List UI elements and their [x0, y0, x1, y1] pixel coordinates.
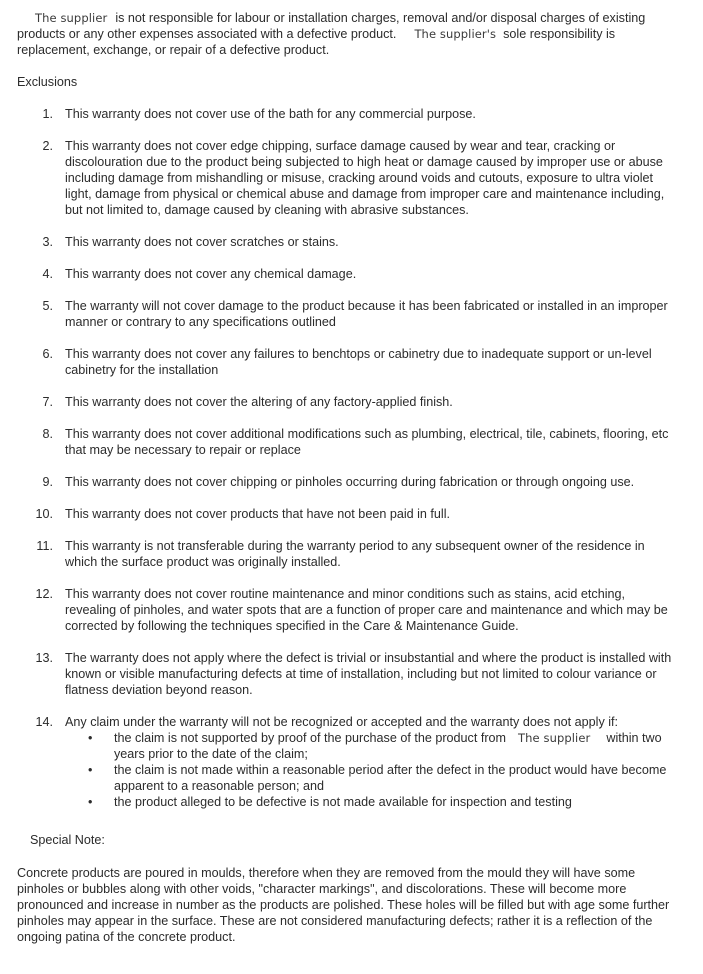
item-number: 6. [42, 347, 53, 361]
bullet-icon: • [88, 763, 93, 777]
item-text: The warranty will not cover damage to the product because it has been fabricated or installed in an improper manner or contrary to any specifications outlined [65, 299, 668, 329]
item-text: Any claim under the warranty will not be recognized or accepted and the warranty does not apply if: [65, 715, 619, 729]
exclusions-list [17, 106, 677, 810]
item-number: 3. [42, 235, 53, 249]
item-text: This warranty does not cover additional modifications such as plumbing, electrical, tile, cabinets, flooring, etc that may be necessary to repair or replace [65, 427, 669, 457]
item-number: 5. [42, 299, 53, 313]
item-text: This warranty does not cover any chemical damage. [65, 267, 357, 281]
exclusion-item [17, 394, 677, 410]
item-text: This warranty does not cover any failures to benchtops or cabinetry due to inadequate support or un-level cabinetry for the installation [65, 347, 652, 377]
condition-text: the claim is not supported by proof of the purchase of the product from [114, 731, 507, 745]
claim-condition [65, 762, 677, 794]
special-note-body: Concrete products are poured in moulds, therefore when they are removed from the mould they will have some pinholes or bubbles along with other voids, "character markings", and discolorations. These will become more pronounced and increase in number as the products are polished. These holes will be filled but with age some further pinholes may appear in the surface. These are not considered manufacturing defects; rather it is a reflection of the ongoing patina of the concrete product. [17, 866, 670, 944]
special-note-label: Special Note: [30, 833, 105, 847]
exclusion-item [17, 650, 677, 698]
exclusion-item [17, 346, 677, 378]
intro-paragraph [17, 10, 677, 58]
exclusion-item [17, 266, 677, 282]
item-number: 7. [42, 395, 53, 409]
item-number: 4. [42, 267, 53, 281]
item-number: 14. [35, 715, 53, 729]
exclusion-item [17, 538, 677, 570]
item-number: 12. [35, 587, 53, 601]
exclusion-item-claim [17, 714, 677, 810]
item-text: This warranty does not cover chipping or pinholes occurring during fabrication or through ongoing use. [65, 475, 635, 489]
item-number: 1. [42, 107, 53, 121]
item-number: 9. [42, 475, 53, 489]
supplier-placeholder: The supplier [35, 11, 108, 25]
item-text: The warranty does not apply where the defect is trivial or insubstantial and where the product is installed with known or visible manufacturing defects at time of installation, including but not limited to colour variance or flatness deviation beyond reason. [65, 651, 672, 697]
intro-text-1: is not responsible for labour or installation charges, removal and/or disposal charges of existing products or any other expenses associated with a defective product. [17, 11, 646, 41]
exclusion-item [17, 426, 677, 458]
condition-text: the product alleged to be defective is not made available for inspection and testing [114, 795, 572, 809]
claim-conditions-list [65, 730, 677, 810]
exclusion-item [17, 298, 677, 330]
item-number: 2. [42, 139, 53, 153]
bullet-icon: • [88, 795, 93, 809]
item-text: This warranty does not cover products that have not been paid in full. [65, 507, 451, 521]
item-number: 8. [42, 427, 53, 441]
item-text: This warranty is not transferable during the warranty period to any subsequent owner of the residence in which the surface product was originally installed. [65, 539, 645, 569]
supplier-placeholder: The supplier [518, 731, 591, 745]
exclusion-item [17, 234, 677, 250]
item-text: This warranty does not cover scratches or stains. [65, 235, 339, 249]
item-number: 13. [35, 651, 53, 665]
bullet-icon: • [88, 731, 93, 745]
condition-text: the claim is not made within a reasonable period after the defect in the product would have become apparent to a reasonable person; and [114, 763, 667, 793]
item-text: This warranty does not cover routine maintenance and minor conditions such as stains, acid etching, revealing of pinholes, and water spots that are a function of proper care and maintenance and which may be corrected by following the techniques specified in the Care & Maintenance Guide. [65, 587, 668, 633]
exclusion-item [17, 138, 677, 218]
supplier-placeholder-possessive: The supplier's [414, 27, 497, 41]
exclusion-item [17, 506, 677, 522]
item-text: This warranty does not cover the altering of any factory-applied finish. [65, 395, 453, 409]
claim-condition [65, 730, 677, 762]
intro-text-2: sole responsibility is replacement, exchange, or repair of a defective product. [17, 27, 616, 57]
warranty-document [17, 10, 677, 945]
item-number: 11. [36, 539, 53, 553]
item-text: This warranty does not cover edge chipping, surface damage caused by wear and tear, cracking or discolouration due to the product being subjected to high heat or damage caused by improper use or abuse including damage from mishandling or misuse, cracking around voids and cutouts, exposure to ultra violet light, damage from physical or chemical abuse and damage from improper care and maintenance including, but not limited to, damage caused by cleaning with abrasive substances. [65, 139, 665, 217]
exclusion-item [17, 474, 677, 490]
item-text: This warranty does not cover use of the bath for any commercial purpose. [65, 107, 476, 121]
exclusion-item [17, 106, 677, 122]
exclusions-heading: Exclusions [17, 75, 78, 89]
exclusion-item [17, 586, 677, 634]
condition-text-cont: within two years prior to the date of the claim; [114, 731, 662, 761]
claim-condition [65, 794, 677, 810]
item-number: 10. [35, 507, 53, 521]
